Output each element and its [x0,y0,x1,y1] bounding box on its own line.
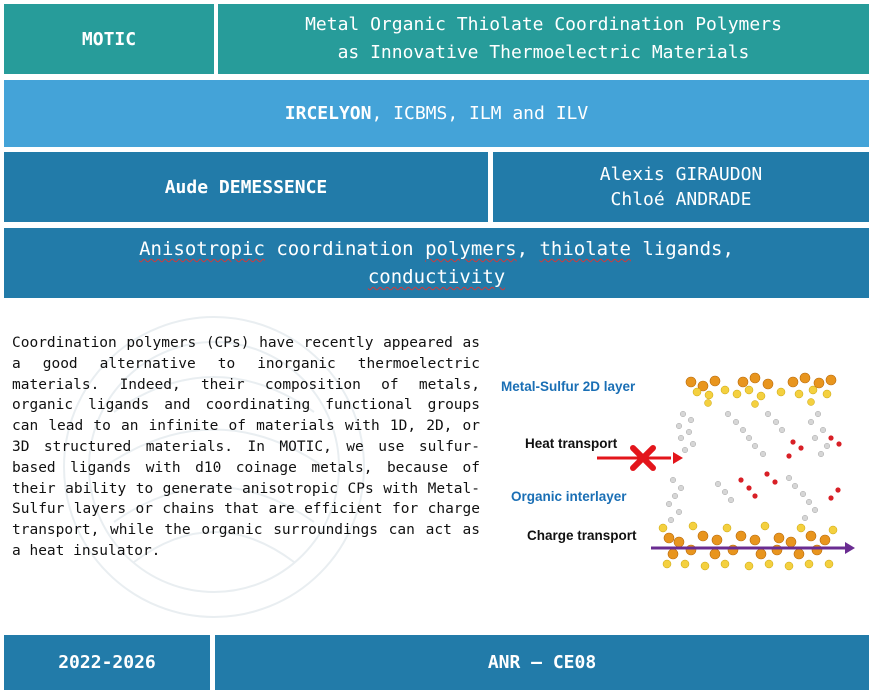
other-labs: , ICBMS, ILM and ILV [371,103,589,124]
keyword-anisotropic: Anisotropic [139,238,265,260]
coordinator-name: Aude DEMESSENCE [164,176,328,198]
keyword-polymers: polymers [425,238,517,260]
keywords [4,228,869,298]
abstract-text: Coordination polymers (CPs) have recently appeared as a good alternative to inorganic thermoelectric materials. Indeed, their composition of metals, organic ligands and coordinating functional groups can lead to an infinite of materials with 1D, 2D, or 3D structured materials. In MOTIC, we use sulfur-based ligands with d10 coinage metals, because of their ability to generate anisotropic CPs with Metal-Sulfur layers or chains that are efficient for charge transport, while the organic surroundings can act as a heat insulator. [12,335,480,559]
students [493,152,869,222]
label-organic-interlayer: Organic interlayer [511,489,627,504]
organic-chains [666,411,841,523]
student-2: Chloé ANDRADE [610,189,752,210]
partner-labs [4,80,869,147]
project-title-line-1: Metal Organic Thiolate Coordination Polymers [305,14,782,35]
project-title-line-2: as Innovative Thermoelectric Materials [337,42,750,63]
project-acronym [4,4,214,74]
label-metal-sulfur-layer: Metal-Sulfur 2D layer [501,379,636,394]
keyword-conductivity: conductivity [367,266,506,288]
keyword-sep-3: ligands, [630,238,734,260]
project-years [4,635,210,690]
project-acronym-text: MOTIC [81,28,137,50]
structure-figure [493,302,869,630]
keyword-sep-2: , [516,238,540,260]
abstract-panel [4,302,488,630]
project-title [218,4,869,74]
top-metal-sulfur-layer [686,373,836,408]
keyword-sep-1: coordination [264,238,426,260]
funding-program [215,635,869,690]
funding-program-text: ANR – CE08 [487,652,597,673]
project-years-text: 2022-2026 [58,652,156,673]
bottom-metal-sulfur-layer [659,522,837,570]
keyword-thiolate: thiolate [539,238,631,260]
student-1: Alexis GIRAUDON [599,164,763,185]
label-heat-transport: Heat transport [525,436,618,451]
lead-lab: IRCELYON [284,103,372,124]
coordinator [4,152,488,222]
structure-illustration [493,302,869,630]
label-charge-transport: Charge transport [527,528,637,543]
